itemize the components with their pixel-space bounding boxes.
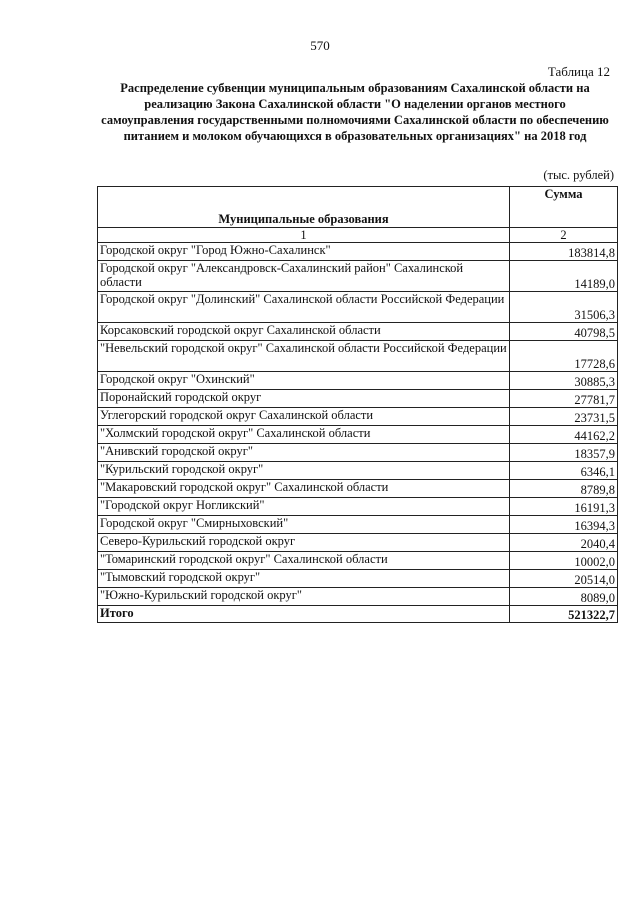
row-sum: 6346,1 [510, 462, 618, 480]
row-municipality: "Анивский городской округ" [98, 444, 510, 462]
row-sum: 44162,2 [510, 426, 618, 444]
row-municipality: Городской округ "Охинский" [98, 372, 510, 390]
table-row [98, 552, 618, 570]
row-sum: 27781,7 [510, 390, 618, 408]
row-sum: 18357,9 [510, 444, 618, 462]
table-row [98, 408, 618, 426]
row-municipality: "Тымовский городской округ" [98, 570, 510, 588]
header-municipalities: Муниципальные образования [98, 187, 510, 228]
units-label: (тыс. рублей) [543, 168, 614, 182]
row-municipality: Поронайский городской округ [98, 390, 510, 408]
table-row [98, 243, 618, 261]
column-number-1: 1 [98, 228, 510, 243]
column-number-row [98, 228, 618, 243]
table-header-row [98, 187, 618, 228]
row-municipality: Городской округ "Город Южно-Сахалинск" [98, 243, 510, 261]
row-municipality: "Курильский городской округ" [98, 462, 510, 480]
table-row [98, 516, 618, 534]
row-sum: 2040,4 [510, 534, 618, 552]
row-municipality: Городской округ "Смирныховский" [98, 516, 510, 534]
row-municipality: Корсаковский городской округ Сахалинской области [98, 323, 510, 341]
row-sum: 8089,0 [510, 588, 618, 606]
row-sum: 183814,8 [510, 243, 618, 261]
table-row [98, 534, 618, 552]
total-label: Итого [98, 606, 510, 623]
row-sum: 17728,6 [510, 341, 618, 372]
row-sum: 40798,5 [510, 323, 618, 341]
column-number-2: 2 [510, 228, 618, 243]
document-title: Распределение субвенции муниципальным образованиям Сахалинской области на реализацию Закона Сахалинской области "О наделении органов местного самоуправления государственными полномочиями Сахалинской области по обеспечению питанием и молоком обучающихся в образовательных организациях" на 2018 год [101, 81, 609, 143]
row-sum: 8789,8 [510, 480, 618, 498]
row-municipality: "Томаринский городской округ" Сахалинской области [98, 552, 510, 570]
row-municipality: Северо-Курильский городской округ [98, 534, 510, 552]
row-sum: 23731,5 [510, 408, 618, 426]
row-sum: 16191,3 [510, 498, 618, 516]
table-row [98, 341, 618, 372]
row-municipality: Углегорский городской округ Сахалинской области [98, 408, 510, 426]
row-municipality: Городской округ "Александровск-Сахалинский район" Сахалинской области [98, 261, 510, 292]
row-sum: 14189,0 [510, 261, 618, 292]
table-row [98, 588, 618, 606]
table-row [98, 498, 618, 516]
row-municipality: "Невельский городской округ" Сахалинской области Российской Федерации [98, 341, 510, 372]
table-row [98, 372, 618, 390]
page-number: 570 [310, 38, 330, 53]
row-sum: 20514,0 [510, 570, 618, 588]
table-row [98, 261, 618, 292]
row-sum: 30885,3 [510, 372, 618, 390]
row-sum: 31506,3 [510, 292, 618, 323]
row-sum: 16394,3 [510, 516, 618, 534]
total-row [98, 606, 618, 623]
row-municipality: "Макаровский городской округ" Сахалинской области [98, 480, 510, 498]
total-sum: 521322,7 [510, 606, 618, 623]
header-sum: Сумма [510, 187, 618, 228]
row-municipality: "Южно-Курильский городской округ" [98, 588, 510, 606]
row-sum: 10002,0 [510, 552, 618, 570]
table-row [98, 480, 618, 498]
table-label: Таблица 12 [547, 64, 610, 79]
subvention-table [97, 186, 618, 623]
row-municipality: "Холмский городской округ" Сахалинской области [98, 426, 510, 444]
table-row [98, 570, 618, 588]
table-row [98, 292, 618, 323]
table-row [98, 323, 618, 341]
row-municipality: Городской округ "Долинский" Сахалинской области Российской Федерации [98, 292, 510, 323]
table-row [98, 390, 618, 408]
row-municipality: "Городской округ Ногликский" [98, 498, 510, 516]
table-row [98, 462, 618, 480]
table-row [98, 444, 618, 462]
table-row [98, 426, 618, 444]
